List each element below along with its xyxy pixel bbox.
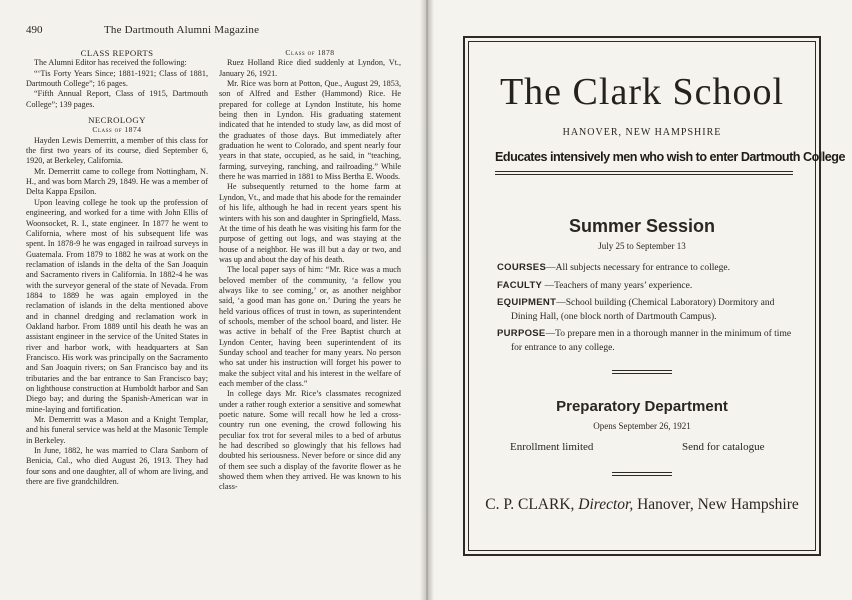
class-subheading: Class of 1874 — [92, 125, 142, 135]
paragraph: Mr. Demerritt came to college from Nottingham, N. H., and was born March 29, 1849. He was a member of Delta Kappa Epsilon. — [26, 166, 208, 197]
catalogue-note: Send for catalogue — [682, 441, 765, 453]
page-number: 490 — [26, 24, 43, 36]
ad-frame — [463, 36, 845, 556]
ornament-divider — [612, 472, 672, 476]
detail-equipment — [497, 296, 797, 324]
paragraph: Mr. Demerritt was a Mason and a Knight Templar, and his funeral service was held at the Masonic Temple in Berkeley. — [26, 415, 208, 445]
director-title: Director, — [578, 496, 634, 513]
detail-courses — [497, 261, 797, 276]
summer-session-dates: July 25 to September 13 — [598, 241, 686, 251]
tagline-rule-thin — [495, 174, 793, 175]
director-place: Hanover, New Hampshire — [637, 496, 799, 513]
detail-faculty — [497, 279, 797, 294]
paragraph: “Fifth Annual Report, Class of 1915, Dartmouth College”; 139 pages. — [26, 89, 208, 109]
paragraph: “‘Tis Forty Years Since; 1881-1921; Class of 1881, Dartmouth College”; 16 pages. — [26, 68, 208, 89]
paragraph: He subsequently returned to the home farm at Lyndon, Vt., and made that his abode for the remainder of his life, although he had in recent years spent his winters with his son and daughter in Springfield, Mass. At the time of his death he was visiting his farm for the purpose of getting out logs, and was staying at the house of a neighbor. He was ill but a day or two, and was up and about the day of his death. — [219, 182, 401, 264]
section-heading: CLASS REPORTS — [80, 48, 154, 58]
enrollment-note: Enrollment limited — [510, 441, 594, 453]
paragraph: In college days Mr. Rice’s classmates recognized under a rather rough exterior a sensitive and somewhat poetic nature. Some will recall how he led a cross-country run one evening, the crowd following his peculiar fox trot for several miles to a bed of arbutus he had described so glowingly that his fellows had doubted his seriousness. Never before or since did any of them see such a display of the favorite flower as he showed them when they arrived. He was known to his class- — [219, 389, 401, 492]
detail-purpose — [497, 327, 797, 355]
right-page-advertisement — [428, 0, 852, 600]
tagline-rule — [495, 171, 793, 172]
session-details — [497, 261, 797, 358]
detail-term: EQUIPMENT — [497, 297, 557, 308]
book-gutter — [420, 0, 434, 600]
text-column-right — [219, 48, 401, 594]
paragraph: The Alumni Editor has received the following: — [34, 58, 187, 68]
summer-session-heading: Summer Session — [568, 216, 716, 236]
paragraph: Mr. Rice was born at Potton, Que., August 29, 1853, son of Alfred and Esther (Hammond) Rice. He prepared for college at Lyndon Institute, his home being then in Lyndon. His graduating statement indicated that he intended to study law, as did most of the graduates of those days. But immediately after graduation he went to Colorado, and spent nearly four years in that state, occupied, as he said, in “teaching, farming, surveying, ranching, and railroading.” While there he was married in 1881 to Miss Bertha E. Woods. — [219, 79, 401, 182]
detail-text: —Teachers of many years’ experience. — [542, 280, 693, 291]
magazine-title: The Dartmouth Alumni Magazine — [104, 24, 260, 36]
detail-term: FACULTY — [497, 279, 543, 291]
paragraph: Upon leaving college he took up the profession of engineering, and worked for a time with John Ellis of Woonsocket, R. I., state engineer. In 1877 he went to California, where most of his subsequent life was spent. In 1878-9 he was engaged in railroad surveys in Guatemala. From 1879 to 1882 he was at work on the reclamation of islands in the delta of the San Joaquin and Sacramento rivers in California. In 1882-4 he was with the surveyor general of the state of Nevada. From 1884 to 1889 he was again employed in the reclamation of islands in the delta mentioned above and in channel dredging and reclamation work in Oakland harbor. From 1889 until his death he was an assistant engineer in the service of the United States in river and harbor work, with headquarters at San Francisco. His work was principally on the Sacramento and San Joaquin rivers; on San Francisco bay and its tributaries and the bar entrance to San Francisco bay; on lighthouse construction at Humboldt harbor and San Diego bay; and during the Spanish-American war in mine-laying and fortification. — [26, 197, 208, 414]
detail-text: —School building (Chemical Laboratory) Dormitory and Dining Hall, (one block north of Dartmouth Campus). — [511, 298, 775, 322]
running-head — [26, 24, 406, 38]
detail-text: —To prepare men in a thorough manner in the minimum of time for entrance to any college. — [511, 329, 792, 353]
paragraph: Hayden Lewis Demerritt, a member of this class for the first two years of its course, died September 6, 1920, at Berkeley, California. — [26, 135, 208, 166]
class-subheading: Class of 1878 — [285, 48, 335, 57]
school-name: The Clark School — [499, 71, 785, 113]
text-column-left — [26, 48, 208, 594]
preparatory-opening-date: Opens September 26, 1921 — [593, 421, 691, 431]
director-line — [465, 496, 819, 514]
paragraph: Ruez Holland Rice died suddenly at Lyndon, Vt., January 26, 1921. — [219, 58, 401, 78]
paragraph: The local paper says of him: “Mr. Rice was a much beloved member of the community, ‘a fellow you always like to see coming,’ or, as another neighbor said, ‘a good man has gone on.’ During the years he held various offices of trust in town, as superintendent of schools, member of the school board, and lister. He was active in behalf of the Free Baptist church at Lyndon Center, having been superintendent of its Sunday school and teacher for many years. No person who sat under his instruction will forget his power to make the subject vital and his interest in the welfare of each member of the class.” — [219, 265, 401, 388]
ornament-divider — [612, 370, 672, 374]
detail-term: PURPOSE — [497, 328, 546, 339]
section-heading: NECROLOGY — [88, 115, 146, 126]
director-name: C. P. CLARK, — [485, 496, 575, 513]
detail-text: —All subjects necessary for entrance to college. — [546, 263, 730, 273]
paragraph: In June, 1882, he was married to Clara Sanborn of Benicia, Cal., who died August 26, 1913. They had four sons and one daughter, all of whom are living, and there are five grandchildren. — [26, 446, 208, 487]
school-location: HANOVER, NEW HAMPSHIRE — [562, 127, 722, 138]
school-tagline: Educates intensively men who wish to enter Dartmouth College — [495, 150, 845, 164]
preparatory-heading: Preparatory Department — [556, 398, 728, 415]
detail-term: COURSES — [497, 262, 547, 273]
